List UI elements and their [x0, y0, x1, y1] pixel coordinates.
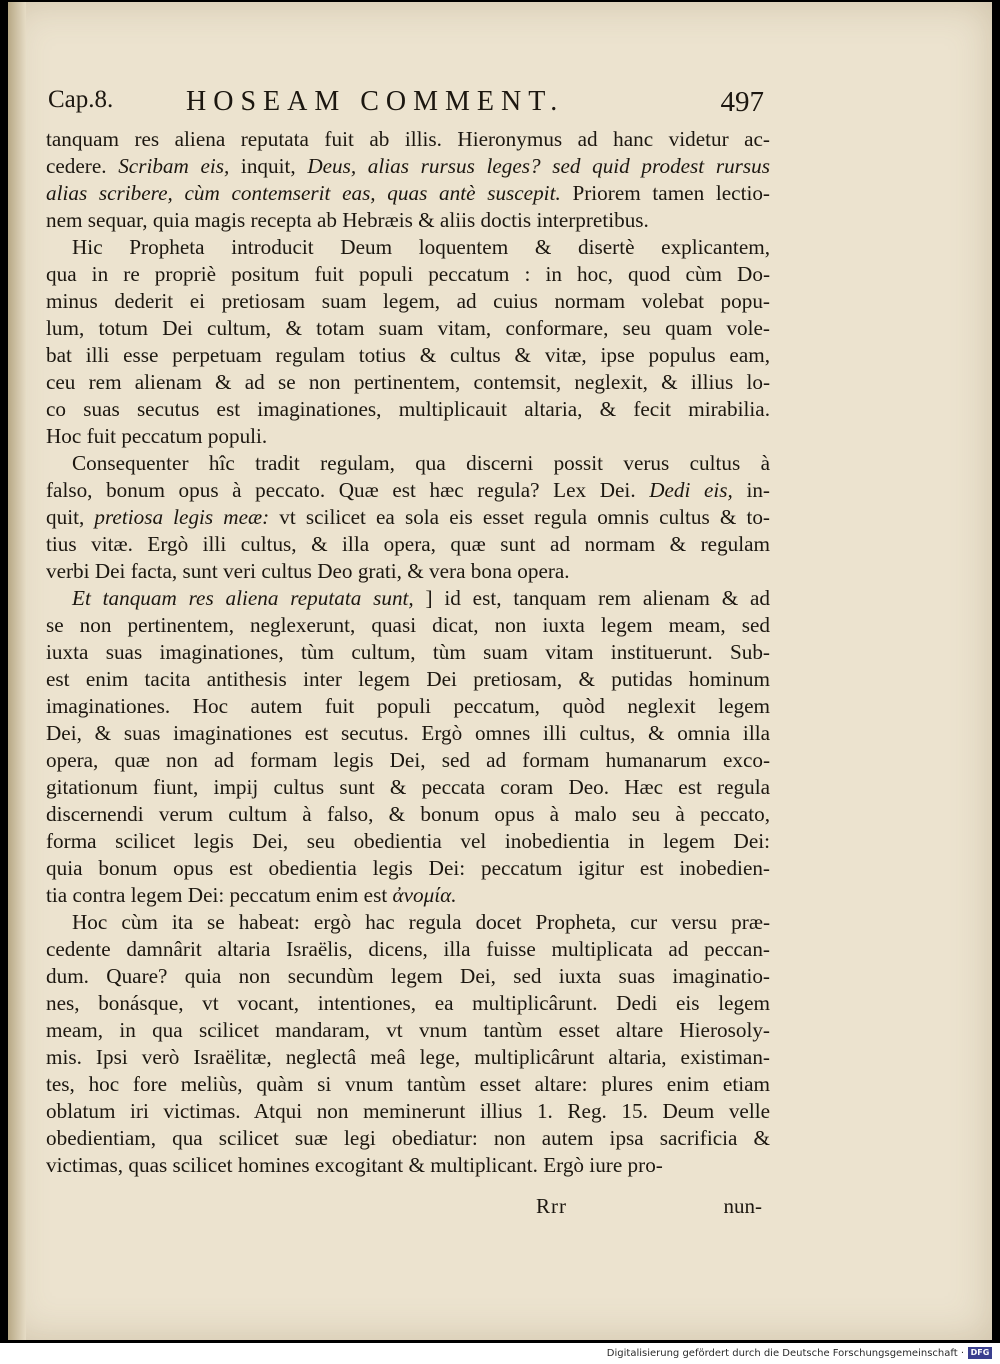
chapter-label: Cap.8.	[48, 86, 114, 113]
catchword: nun-	[723, 1194, 762, 1218]
text-run: Dei, & suas imaginationes est secutus. Ergò omnes illi cultus, & omnia illa	[46, 721, 770, 745]
text-line	[46, 639, 770, 666]
funding-text: Digitalisierung gefördert durch die Deutsche Forschungsgemeinschaft ·	[606, 1348, 964, 1359]
text-line	[46, 936, 770, 963]
italic-run: alias scribere, cùm contemserit eas, quas antè suscepit.	[46, 181, 561, 205]
text-line	[46, 450, 770, 477]
text-line	[46, 1152, 770, 1179]
text-run: qua in re propriè positum fuit populi peccatum : in hoc, quod cùm Do-	[46, 262, 770, 286]
body-text	[46, 126, 770, 1179]
text-line	[46, 369, 770, 396]
text-run: in-	[732, 478, 770, 502]
text-line	[46, 315, 770, 342]
text-run: gitationum fiunt, impij cultus sunt & peccata coram Deo. Hæc est regula	[46, 775, 770, 799]
text-run: Consequenter hîc tradit regulam, qua discerni possit verus cultus à	[72, 451, 770, 475]
text-line	[46, 396, 770, 423]
text-line	[46, 666, 770, 693]
italic-run: Dedi eis,	[649, 478, 733, 502]
text-line	[46, 504, 770, 531]
text-run: falso, bonum opus à peccato. Quæ est hæc regula? Lex Dei.	[46, 478, 650, 502]
text-run: discernendi verum cultum à falso, & bonum opus à malo seu à peccato,	[46, 802, 770, 826]
text-line	[46, 801, 770, 828]
text-run: dum. Quare? quia non secundùm legem Dei, sed iuxta suas imaginatio-	[46, 964, 770, 988]
text-run: forma scilicet legis Dei, seu obedientia vel inobedientia in legem Dei:	[46, 829, 770, 853]
text-line	[46, 720, 770, 747]
running-header	[48, 86, 764, 122]
text-run: Hic Propheta introducit Deum loquentem & disertè explicantem,	[72, 235, 770, 259]
italic-run: pretiosa legis meæ:	[94, 505, 270, 529]
text-line	[46, 1044, 770, 1071]
text-run: lum, totum Dei cultum, & totam suam vitam, conformare, seu quam vole-	[46, 316, 770, 340]
text-run: verbi Dei facta, sunt veri cultus Deo grati, & vera bona opera.	[46, 559, 570, 583]
text-run: cedere.	[46, 154, 119, 178]
page-number: 497	[720, 86, 764, 118]
book-page	[8, 2, 992, 1340]
text-line	[46, 234, 770, 261]
text-line	[46, 990, 770, 1017]
text-run: obedientiam, qua scilicet suæ legi obediatur: non autem ipsa sacrificia &	[46, 1126, 770, 1150]
page-footer	[46, 1194, 762, 1222]
italic-run: Scribam eis,	[118, 154, 230, 178]
text-line	[46, 342, 770, 369]
running-title: HOSEAM COMMENT.	[186, 86, 565, 117]
text-run: Priorem tamen lectio-	[560, 181, 770, 205]
page-gutter	[8, 2, 26, 1340]
text-run: quit,	[46, 505, 95, 529]
text-run: cedente damnârit altaria Israëlis, dicens, illa fuisse multiplicata ad peccan-	[46, 937, 770, 961]
text-run: tius vitæ. Ergò illi cultus, & illa opera, quæ sunt ad normam & regulam	[46, 532, 770, 556]
text-line	[46, 774, 770, 801]
text-line	[46, 828, 770, 855]
text-line	[46, 585, 770, 612]
text-line	[46, 963, 770, 990]
text-line	[46, 909, 770, 936]
text-run: bat illi esse perpetuam regulam totius & cultus & vitæ, ipse populus eam,	[46, 343, 770, 367]
text-line	[46, 288, 770, 315]
text-run: iuxta suas imaginationes, tùm cultum, tùm suam vitam instituerunt. Sub-	[46, 640, 770, 664]
text-run: quia bonum opus est obedientia legis Dei: peccatum igitur est inobedien-	[46, 856, 770, 880]
dfg-logo-icon: DFG	[968, 1347, 992, 1359]
text-run: tes, hoc fore meliùs, quàm si vnum tantùm esset altare: plures enim etiam	[46, 1072, 770, 1096]
text-run: imaginationes. Hoc autem fuit populi peccatum, quòd neglexit legem	[46, 694, 770, 718]
text-line	[46, 747, 770, 774]
funding-banner	[0, 1343, 1000, 1364]
text-line	[46, 477, 770, 504]
text-line	[46, 531, 770, 558]
text-run: meam, in qua scilicet mandaram, vt vnum tantùm esset altare Hierosoly-	[46, 1018, 770, 1042]
text-line	[46, 153, 770, 180]
text-run: minus dederit ei pretiosam suam legem, ad cuius normam volebat popu-	[46, 289, 770, 313]
text-run: est enim tacita antithesis inter legem Dei pretiosam, & putidas hominum	[46, 667, 770, 691]
text-run: inquit,	[229, 154, 308, 178]
text-run: nem sequar, quia magis recepta ab Hebræis & aliis doctis interpretibus.	[46, 208, 649, 232]
text-line	[46, 882, 770, 909]
text-line	[46, 693, 770, 720]
text-run: nes, bonásque, vt vocant, intentiones, ea multiplicârunt. Dedi eis legem	[46, 991, 770, 1015]
text-run: se non pertinentem, neglexerunt, quasi dicat, non iuxta legem meam, sed	[46, 613, 770, 637]
text-run: Hoc fuit peccatum populi.	[46, 424, 268, 448]
text-line	[46, 1098, 770, 1125]
italic-run: Deus, alias rursus leges? sed quid prodest rursus	[307, 154, 771, 178]
text-line	[46, 126, 770, 153]
text-run: co suas secutus est imaginationes, multiplicauit altaria, & fecit mirabilia.	[46, 397, 770, 421]
text-run: oblatum iri victimas. Atqui non meminerunt illius 1. Reg. 15. Deum velle	[46, 1099, 770, 1123]
text-line	[46, 180, 770, 207]
text-line	[46, 855, 770, 882]
italic-run: ἀνομία.	[392, 883, 457, 907]
text-line	[46, 612, 770, 639]
text-line	[46, 558, 770, 585]
text-line	[46, 1017, 770, 1044]
signature-mark: Rrr	[536, 1194, 567, 1218]
text-line	[46, 207, 770, 234]
text-run: ] id est, tanquam rem alienam & ad	[413, 586, 770, 610]
text-line	[46, 423, 770, 450]
text-run: vt scilicet ea sola eis esset regula omnis cultus & to-	[269, 505, 770, 529]
text-line	[46, 261, 770, 288]
text-line	[46, 1071, 770, 1098]
text-run: ceu rem alienam & ad se non pertinentem, contemsit, neglexit, & illius lo-	[46, 370, 770, 394]
text-run: mis. Ipsi verò Israëlitæ, neglectâ meâ lege, multiplicârunt altaria, existiman-	[46, 1045, 770, 1069]
text-run: victimas, quas scilicet homines excogitant & multiplicant. Ergò iure pro-	[46, 1153, 663, 1177]
italic-run: Et tanquam res aliena reputata sunt,	[72, 586, 414, 610]
text-run: tanquam res aliena reputata fuit ab illis. Hieronymus ad hanc videtur ac-	[46, 127, 770, 151]
text-line	[46, 1125, 770, 1152]
text-run: opera, quæ non ad formam legis Dei, sed ad formam humanarum exco-	[46, 748, 770, 772]
text-run: Hoc cùm ita se habeat: ergò hac regula docet Propheta, cur versu præ-	[72, 910, 770, 934]
text-run: tia contra legem Dei: peccatum enim est	[46, 883, 393, 907]
